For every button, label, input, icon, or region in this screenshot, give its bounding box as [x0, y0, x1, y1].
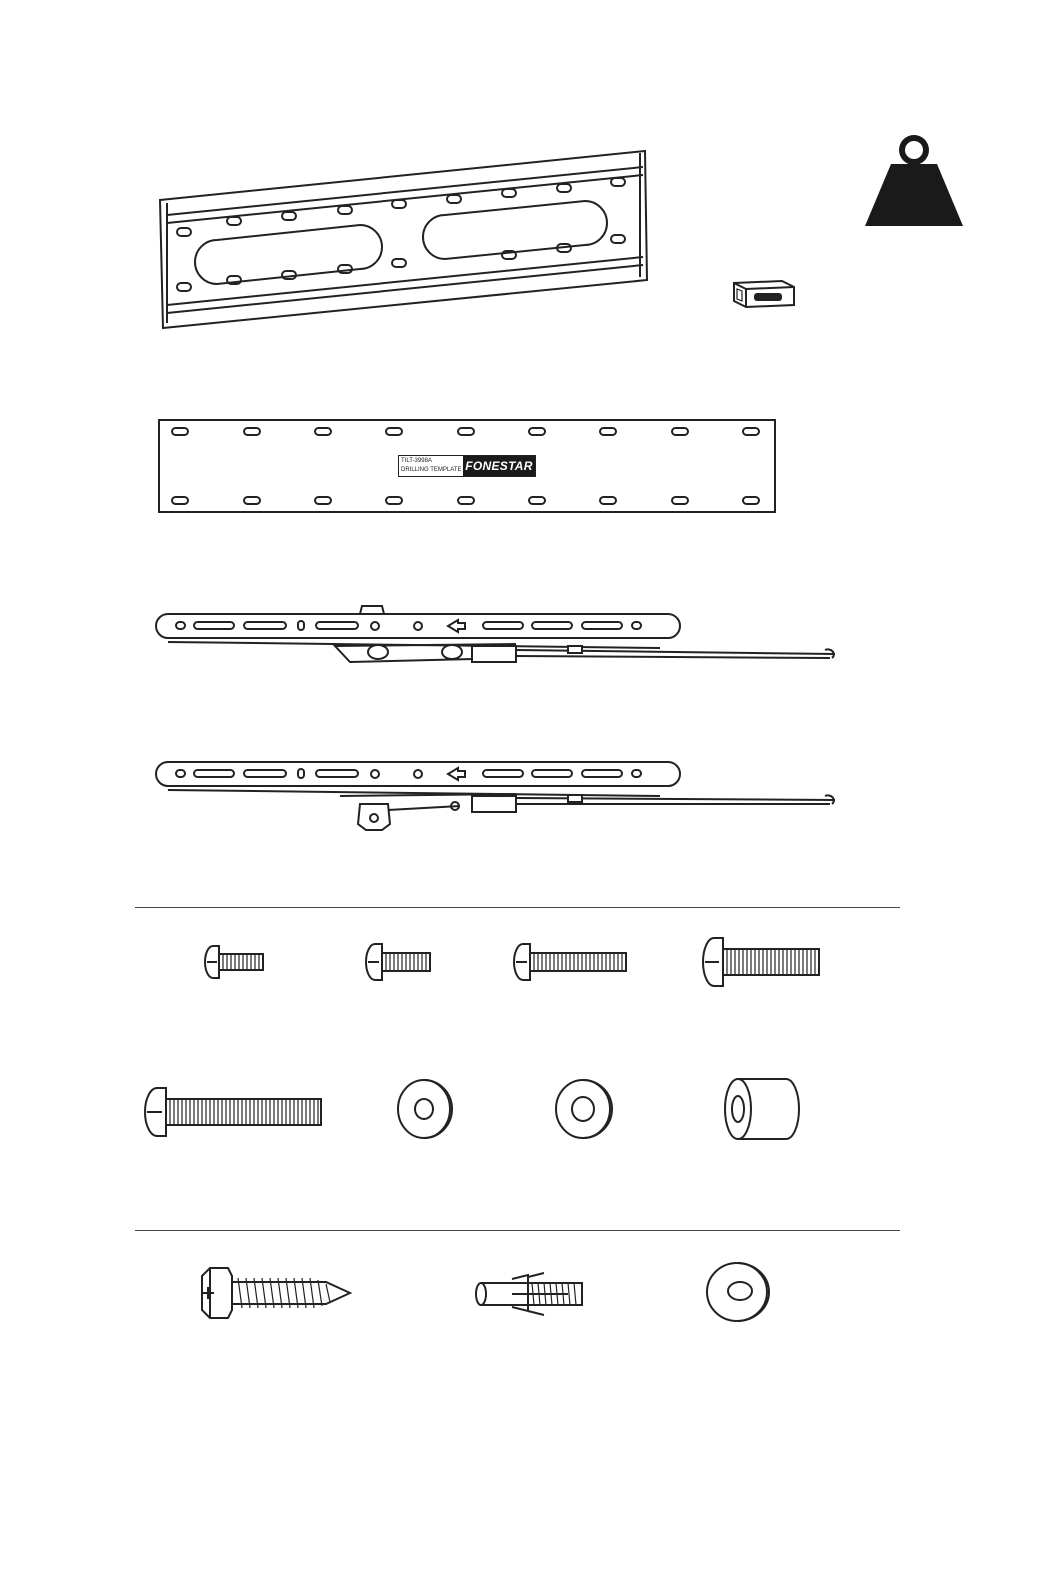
screw-m8-medium: [701, 936, 825, 988]
washer-large: [704, 1261, 774, 1323]
screw-m8-long: [143, 1086, 327, 1138]
wall-anchor: [472, 1271, 588, 1317]
template-label: [398, 455, 536, 477]
tv-bracket-arm-2: [160, 748, 840, 838]
divider-top: [135, 907, 900, 908]
screw-m6-medium: [512, 942, 632, 982]
wall-plate: [155, 145, 655, 335]
template-model: TILT-3998A: [401, 458, 432, 464]
brand-logo: FONESTAR: [463, 456, 535, 476]
weight-icon: [863, 128, 965, 228]
spacer: [722, 1076, 802, 1142]
template-label-text: [399, 456, 463, 476]
tv-bracket-arm-1: [160, 600, 840, 680]
lag-bolt: [196, 1266, 356, 1320]
washer-medium: [553, 1078, 617, 1140]
template-caption: DRILLING TEMPLATE: [401, 467, 462, 473]
washer-small: [396, 1078, 456, 1140]
spirit-level-icon: [732, 277, 802, 309]
divider-bottom: [135, 1230, 900, 1231]
screw-m4-short: [203, 944, 267, 980]
screw-m5-short: [364, 942, 434, 982]
